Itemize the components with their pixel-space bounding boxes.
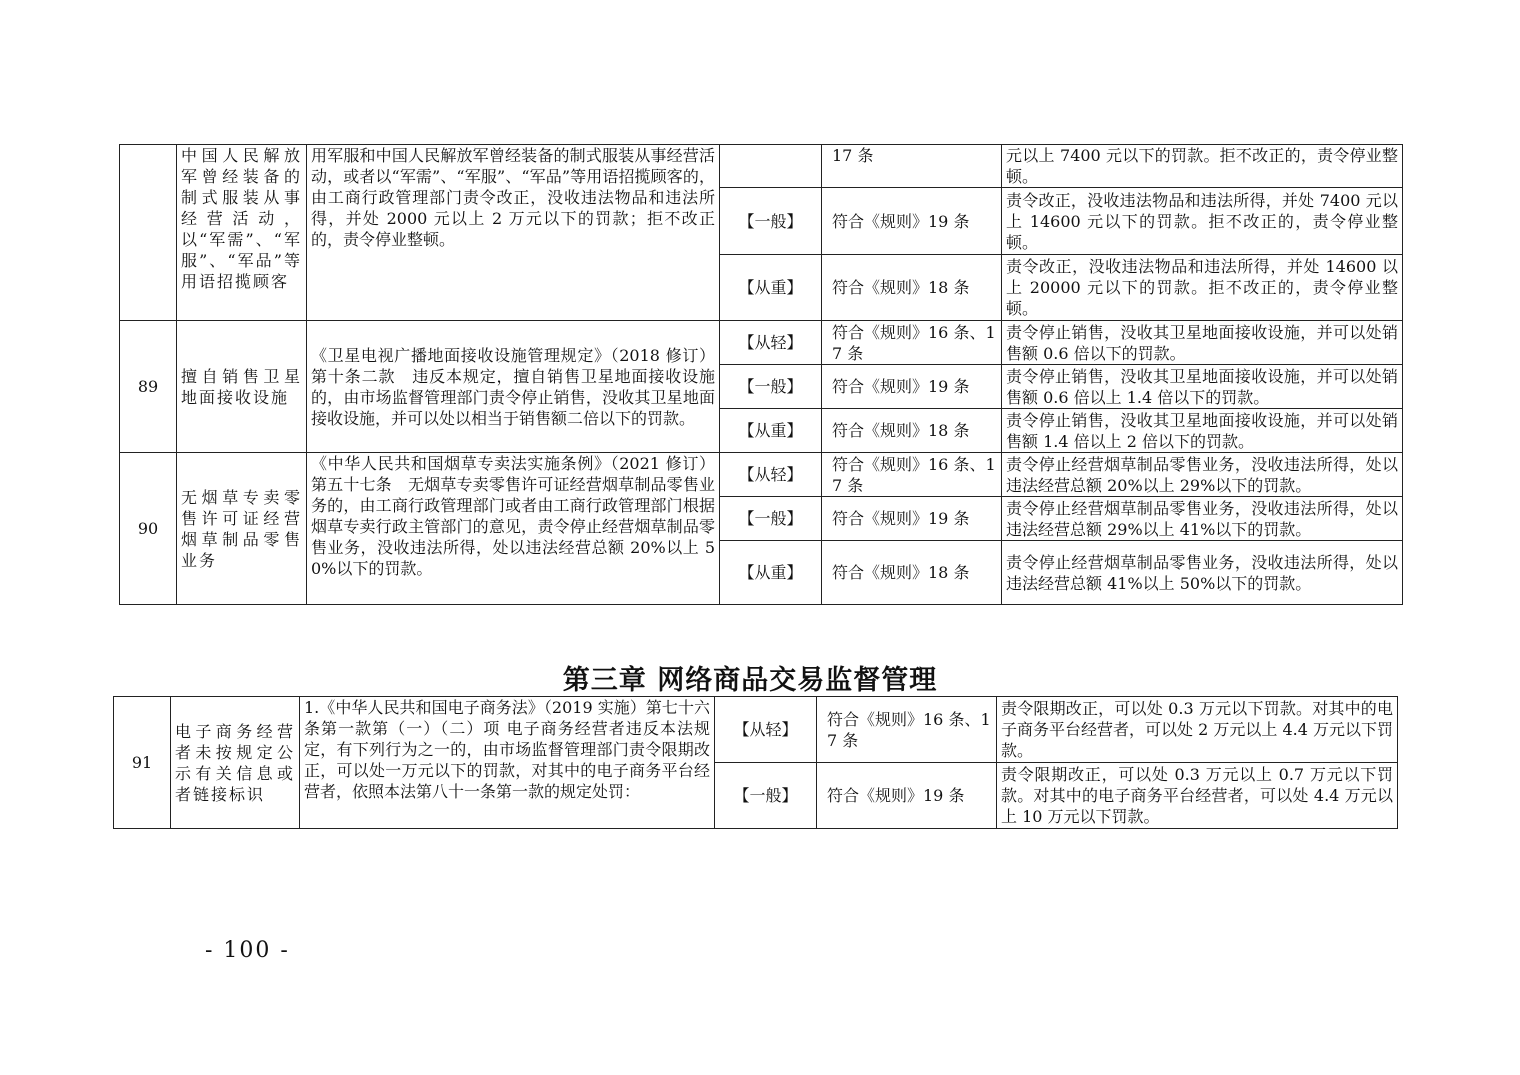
- penalty-standard: 责令停止经营烟草制品零售业务，没收违法所得，处以违法经营总额 20%以上 29%以下的罚款。: [1002, 453, 1403, 497]
- penalty-table-continued: [119, 144, 1403, 605]
- penalty-standard: 责令停止销售，没收其卫星地面接收设施，并可以处销售额 0.6 倍以上 1.4 倍以下的罚款。: [1002, 365, 1403, 409]
- table-row: [120, 321, 1403, 365]
- penalty-level: 【从轻】: [720, 321, 822, 365]
- penalty-standard: 责令改正，没收违法物品和违法所得，并处 14600 以上 20000 元以下的罚款。拒不改正的，责令停业整顿。: [1002, 255, 1403, 321]
- row-number: 89: [120, 321, 177, 453]
- applicable-rule: 符合《规则》18 条: [822, 409, 1002, 453]
- violation-name: 无烟草专卖零售许可证经营烟草制品零售业务: [177, 453, 307, 605]
- penalty-standard: 责令限期改正，可以处 0.3 万元以上 0.7 万元以下罚款。对其中的电子商务平台经营者，可以处 4.4 万元以上 10 万元以下罚款。: [997, 763, 1398, 829]
- applicable-rule: 符合《规则》18 条: [822, 255, 1002, 321]
- applicable-rule: 符合《规则》16 条、17 条: [822, 453, 1002, 497]
- chapter-heading: 第三章 网络商品交易监督管理: [562, 665, 938, 696]
- penalty-level: 【从轻】: [720, 453, 822, 497]
- applicable-rule: 符合《规则》19 条: [822, 365, 1002, 409]
- penalty-level: 【从重】: [720, 409, 822, 453]
- row-number: [120, 145, 177, 321]
- penalty-standard: 责令停止销售，没收其卫星地面接收设施，并可以处销售额 1.4 倍以上 2 倍以下的罚款。: [1002, 409, 1403, 453]
- applicable-rule: 符合《规则》19 条: [822, 497, 1002, 541]
- row-number: 90: [120, 453, 177, 605]
- applicable-rule: 符合《规则》19 条: [822, 188, 1002, 255]
- row-number: 91: [114, 697, 171, 829]
- table-row: [120, 145, 1403, 188]
- penalty-standard: 责令停止销售，没收其卫星地面接收设施，并可以处销售额 0.6 倍以下的罚款。: [1002, 321, 1403, 365]
- violation-name: 擅自销售卫星地面接收设施: [177, 321, 307, 453]
- applicable-rule: 符合《规则》18 条: [822, 541, 1002, 605]
- applicable-rule: 17 条: [822, 145, 1002, 188]
- penalty-standard: 责令改正，没收违法物品和违法所得，并处 7400 元以上 14600 元以下的罚款。拒不改正的，责令停业整顿。: [1002, 188, 1403, 255]
- penalty-level: 【一般】: [720, 188, 822, 255]
- legal-basis: 用军服和中国人民解放军曾经装备的制式服装从事经营活动，或者以“军需”、“军服”、“军品”等用语招揽顾客的，由工商行政管理部门责令改正，没收违法物品和违法所得，并处 2000 元以上 2 万元以下的罚款；拒不改正的，责令停业整顿。: [307, 145, 720, 321]
- penalty-level: 【一般】: [720, 497, 822, 541]
- table-row: [120, 453, 1403, 497]
- penalty-level: 【一般】: [720, 365, 822, 409]
- table-row: [114, 697, 1398, 763]
- applicable-rule: 符合《规则》19 条: [817, 763, 997, 829]
- penalty-standard: 责令停止经营烟草制品零售业务，没收违法所得，处以违法经营总额 41%以上 50%以下的罚款。: [1002, 541, 1403, 605]
- penalty-level: 【一般】: [715, 763, 817, 829]
- legal-basis: 《卫星电视广播地面接收设施管理规定》（2018 修订）第十条二款 违反本规定，擅自销售卫星地面接收设施的，由市场监督管理部门责令停止销售，没收其卫星地面接收设施，并可以处以相当于销售额二倍以下的罚款。: [307, 321, 720, 453]
- applicable-rule: 符合《规则》16 条、17 条: [822, 321, 1002, 365]
- applicable-rule: 符合《规则》16 条、17 条: [817, 697, 997, 763]
- penalty-standard: 责令停止经营烟草制品零售业务，没收违法所得，处以违法经营总额 29%以上 41%以下的罚款。: [1002, 497, 1403, 541]
- legal-basis: 《中华人民共和国烟草专卖法实施条例》（2021 修订）第五十七条 无烟草专卖零售许可证经营烟草制品零售业务的，由工商行政管理部门或者由工商行政管理部门根据烟草专卖行政主管部门的意见，责令停止经营烟草制品零售业务，没收违法所得，处以违法经营总额 20%以上 50%以下的罚款。: [307, 453, 720, 605]
- violation-name: 中国人民解放军曾经装备的制式服装从事经营活动，以“军需”、“军服”、“军品”等用语招揽顾客: [177, 145, 307, 321]
- penalty-level: 【从重】: [720, 255, 822, 321]
- penalty-level: 【从轻】: [715, 697, 817, 763]
- legal-basis: 1.《中华人民共和国电子商务法》（2019 实施）第七十六条第一款第（一）（二）项 电子商务经营者违反本法规定，有下列行为之一的，由市场监督管理部门责令限期改正，可以处一万元以下的罚款，对其中的电子商务平台经营者，依照本法第八十一条第一款的规定处罚：: [300, 697, 715, 829]
- page-number: - 100 -: [205, 938, 290, 963]
- penalty-level: [720, 145, 822, 188]
- penalty-standard: 责令限期改正，可以处 0.3 万元以下罚款。对其中的电子商务平台经营者，可以处 2 万元以上 4.4 万元以下罚款。: [997, 697, 1398, 763]
- penalty-level: 【从重】: [720, 541, 822, 605]
- penalty-standard: 元以上 7400 元以下的罚款。拒不改正的，责令停业整顿。: [1002, 145, 1403, 188]
- violation-name: 电子商务经营者未按规定公示有关信息或者链接标识: [171, 697, 300, 829]
- penalty-table-chapter-three: [113, 696, 1398, 829]
